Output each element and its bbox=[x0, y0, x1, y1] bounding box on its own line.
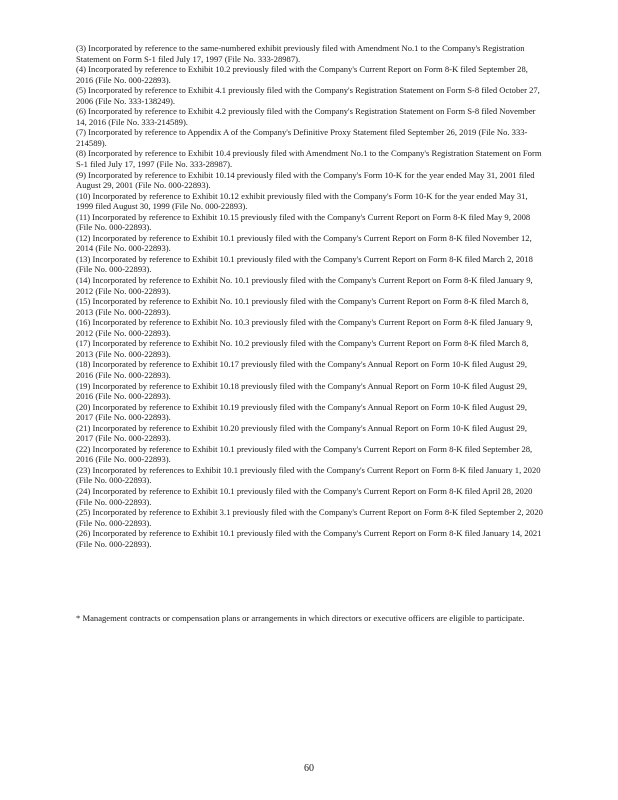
footnote-10: (10) Incorporated by reference to Exhibit 10.12 exhibit previously filed with the Company's Form 10-K for the year ended May 31, 1999 filed August 30, 1999 (File No. 000-22893). bbox=[76, 190, 528, 212]
footnote-9: (9) Incorporated by reference to Exhibit 10.14 previously filed with the Company's Form 10-K for the year ended May 31, 2001 filed August 29, 2001 (File No. 000-22893). bbox=[76, 169, 535, 191]
footnote-4: (4) Incorporated by reference to Exhibit 10.2 previously filed with the Company's Current Report on Form 8-K filed September 28, 2016 (File No. 000-22893). bbox=[76, 64, 528, 85]
footnote-20: (20) Incorporated by reference to Exhibit 10.19 previously filed with the Company's Annual Report on Form 10-K filed August 29, 2017 (File No. 000-22893). bbox=[76, 401, 527, 423]
footnote-25: (25) Incorporated by reference to Exhibit 3.1 previously filed with the Company's Current Report on Form 8-K filed September 2, 2020 (File No. 000-22893). bbox=[76, 507, 543, 528]
footnote-8: (8) Incorporated by reference to Exhibit 10.4 previously filed with Amendment No.1 to the Company's Registration Statement on Form S-1 filed July 17, 1997 (File No. 333-28987). bbox=[76, 148, 542, 170]
footnotes-list bbox=[76, 43, 546, 549]
footnote-15: (15) Incorporated by reference to Exhibit No. 10.1 previously filed with the Company's Current Report on Form 8-K filed March 8, 2013 (File No. 000-22893). bbox=[76, 296, 529, 317]
footnote-18: (18) Incorporated by reference to Exhibit 10.17 previously filed with the Company's Annual Report on Form 10-K filed August 29, 2016 (File No. 000-22893). bbox=[76, 359, 527, 380]
footnote-24: (24) Incorporated by reference to Exhibit 10.1 previously filed with the Company's Current Report on Form 8-K filed April 28, 2020 (File No. 000-22893). bbox=[76, 485, 533, 507]
footnote-14: (14) Incorporated by reference to Exhibit No. 10.1 previously filed with the Company's Current Report on Form 8-K filed January 9, 2012 (File No. 000-22893). bbox=[76, 275, 533, 296]
footnote-23: (23) Incorporated by references to Exhibit 10.1 previously filed with the Company's Current Report on Form 8-K filed January 1, 2020 (File No. 000-22893). bbox=[76, 464, 541, 486]
footnote-16: (16) Incorporated by reference to Exhibit No. 10.3 previously filed with the Company's Current Report on Form 8-K filed January 9, 2012 (File No. 000-22893). bbox=[76, 317, 533, 338]
footnote-11: (11) Incorporated by reference to Exhibit 10.15 previously filed with the Company's Current Report on Form 8-K filed May 9, 2008 (File No. 000-22893). bbox=[76, 211, 531, 233]
footnote-21: (21) Incorporated by reference to Exhibit 10.20 previously filed with the Company's Annual Report on Form 10-K filed August 29, 2017 (File No. 000-22893). bbox=[76, 422, 527, 444]
footnote-19: (19) Incorporated by reference to Exhibit 10.18 previously filed with the Company's Annual Report on Form 10-K filed August 29, 2016 (File No. 000-22893). bbox=[76, 380, 527, 402]
footnote-13: (13) Incorporated by reference to Exhibit 10.1 previously filed with the Company's Current Report on Form 8-K filed March 2, 2018 (File No. 000-22893). bbox=[76, 253, 533, 275]
management-contracts-note: * Management contracts or compensation plans or arrangements in which directors or executive officers are eligible to participate. bbox=[76, 613, 525, 623]
footnote-6: (6) Incorporated by reference to Exhibit 4.2 previously filed with the Company's Registration Statement on Form S-8 filed November 14, 2016 (File No. 333-214589). bbox=[76, 106, 536, 127]
page-number: 60 bbox=[304, 763, 314, 774]
footnote-17: (17) Incorporated by reference to Exhibit No. 10.2 previously filed with the Company's Current Report on Form 8-K filed March 8, 2013 (File No. 000-22893). bbox=[76, 338, 529, 359]
footnote-7: (7) Incorporated by reference to Appendix A of the Company's Definitive Proxy Statement filed September 26, 2019 (File No. 333-214589). bbox=[76, 127, 528, 148]
footnote-22: (22) Incorporated by reference to Exhibit 10.1 previously filed with the Company's Current Report on Form 8-K filed September 28, 2016 (File No. 000-22893). bbox=[76, 443, 533, 465]
footnote-3: (3) Incorporated by reference to the same-numbered exhibit previously filed with Amendment No.1 to the Company's Registration Statement on Form S-1 filed July 17, 1997 (File No. 333-28987). bbox=[76, 43, 525, 64]
footnote-12: (12) Incorporated by reference to Exhibit 10.1 previously filed with the Company's Current Report on Form 8-K filed November 12, 2014 (File No. 000-22893). bbox=[76, 232, 532, 254]
footnote-5: (5) Incorporated by reference to Exhibit 4.1 previously filed with the Company's Registration Statement on Form S-8 filed October 27, 2006 (File No. 333-138249). bbox=[76, 85, 540, 106]
footnote-26: (26) Incorporated by reference to Exhibit 10.1 previously filed with the Company's Current Report on Form 8-K filed January 14, 2021 (File No. 000-22893). bbox=[76, 528, 542, 549]
